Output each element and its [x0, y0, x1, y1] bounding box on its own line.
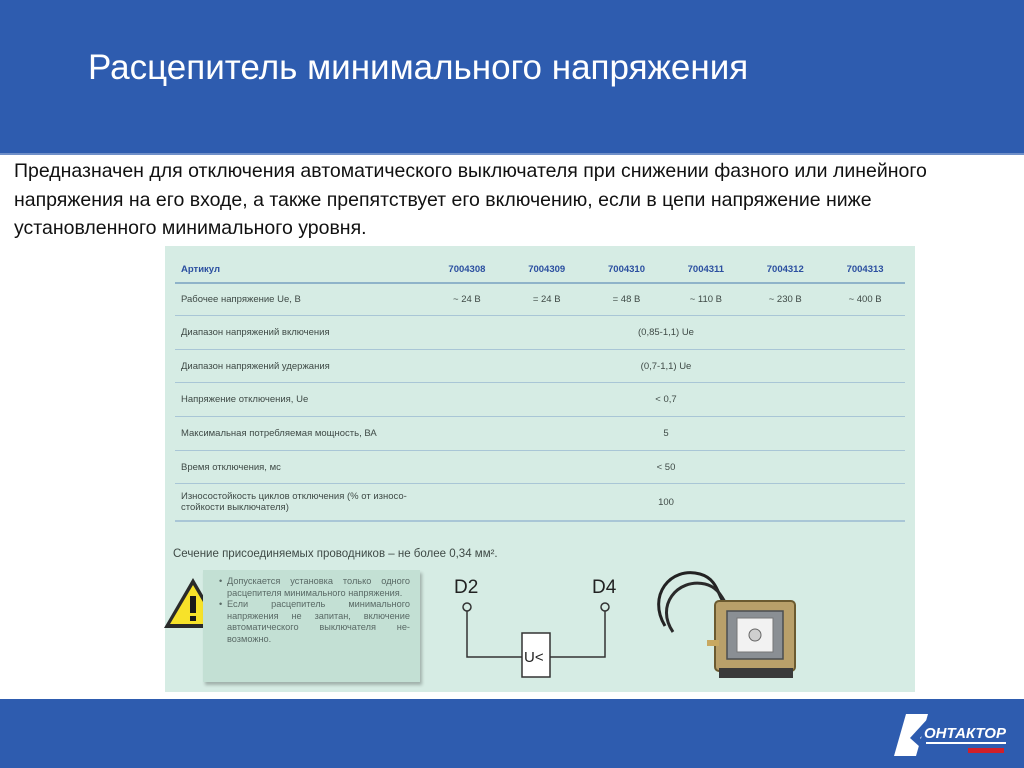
- kontaktor-logo: [892, 708, 1012, 760]
- wire-right: [550, 611, 605, 657]
- intro-text: Предназначен для отключения автоматического выключателя при снижении фазного или линейного напряжения на его входе, а также препятствует его включению, если в цепи напряжение ниже установленного минимального уровня.: [14, 160, 927, 239]
- voltage-cell: ~ 24 В: [427, 283, 507, 316]
- spec-panel: [165, 246, 915, 692]
- header-divider: [0, 153, 1024, 155]
- connection-diagram: [450, 571, 625, 683]
- coil-label: U<: [524, 649, 544, 666]
- voltage-cell: ~ 400 В: [825, 283, 905, 316]
- release-device-image: [645, 556, 815, 690]
- table-row: [175, 451, 905, 484]
- table-header-row: [175, 256, 905, 283]
- wire-left: [467, 611, 522, 657]
- article-cell: 7004313: [825, 256, 905, 283]
- table-row: [175, 484, 905, 522]
- spec-table: [175, 256, 905, 522]
- article-cell: 7004312: [745, 256, 825, 283]
- warning-box: [203, 570, 420, 682]
- row-label: Диапазон напряжений удержания: [175, 350, 427, 383]
- footer-band: [0, 699, 1024, 768]
- terminal-left: [463, 603, 471, 611]
- table-row: [175, 383, 905, 417]
- warning-item: • Если расцепитель минимального напряжения не запитан, включение автоматического выключателя не-возможно.: [219, 599, 410, 645]
- row-value: (0,7-1,1) Ue: [427, 350, 905, 383]
- terminal-label-right: D4: [592, 577, 617, 598]
- table-row: [175, 350, 905, 383]
- warning-list: [203, 570, 420, 646]
- article-cell: 7004311: [666, 256, 745, 283]
- terminal-right: [601, 603, 609, 611]
- row-value: < 0,7: [427, 383, 905, 417]
- terminal-label-left: D2: [454, 577, 479, 598]
- row-label-line: Износостойкость циклов отключения (% от износо-: [181, 491, 407, 502]
- row-label: Напряжение отключения, Ue: [175, 383, 427, 417]
- row-label: Время отключения, мс: [175, 451, 427, 484]
- wiring-note: Сечение присоединяемых проводников – не более 0,34 мм².: [173, 548, 498, 560]
- row-label: Максимальная потребляемая мощность, ВА: [175, 417, 427, 451]
- article-cell: 7004309: [507, 256, 587, 283]
- voltage-cell: ~ 230 В: [745, 283, 825, 316]
- voltage-cell: ~ 110 В: [666, 283, 745, 316]
- article-cell: 7004310: [587, 256, 667, 283]
- row-value: 5: [427, 417, 905, 451]
- table-row: [175, 417, 905, 451]
- header-label: Артикул: [175, 256, 427, 283]
- voltage-cell: = 48 В: [587, 283, 667, 316]
- voltage-cell: = 24 В: [507, 283, 587, 316]
- row-label-line: стойкости выключателя): [181, 502, 289, 513]
- warning-item: • Допускается установка только одного расцепителя минимального напряжения.: [219, 576, 410, 599]
- logo-text: ОНТАКТОР: [924, 725, 1006, 742]
- row-value: (0,85-1,1) Ue: [427, 316, 905, 350]
- row-value: < 50: [427, 451, 905, 484]
- row-label: Диапазон напряжений включения: [175, 316, 427, 350]
- table-row: [175, 283, 905, 316]
- table-row: [175, 316, 905, 350]
- row-label: [175, 484, 427, 522]
- row-label: Рабочее напряжение Ue, В: [175, 283, 427, 316]
- slide-title: Расцепитель минимального напряжения: [88, 48, 749, 87]
- article-cell: 7004308: [427, 256, 507, 283]
- row-value: 100: [427, 484, 905, 522]
